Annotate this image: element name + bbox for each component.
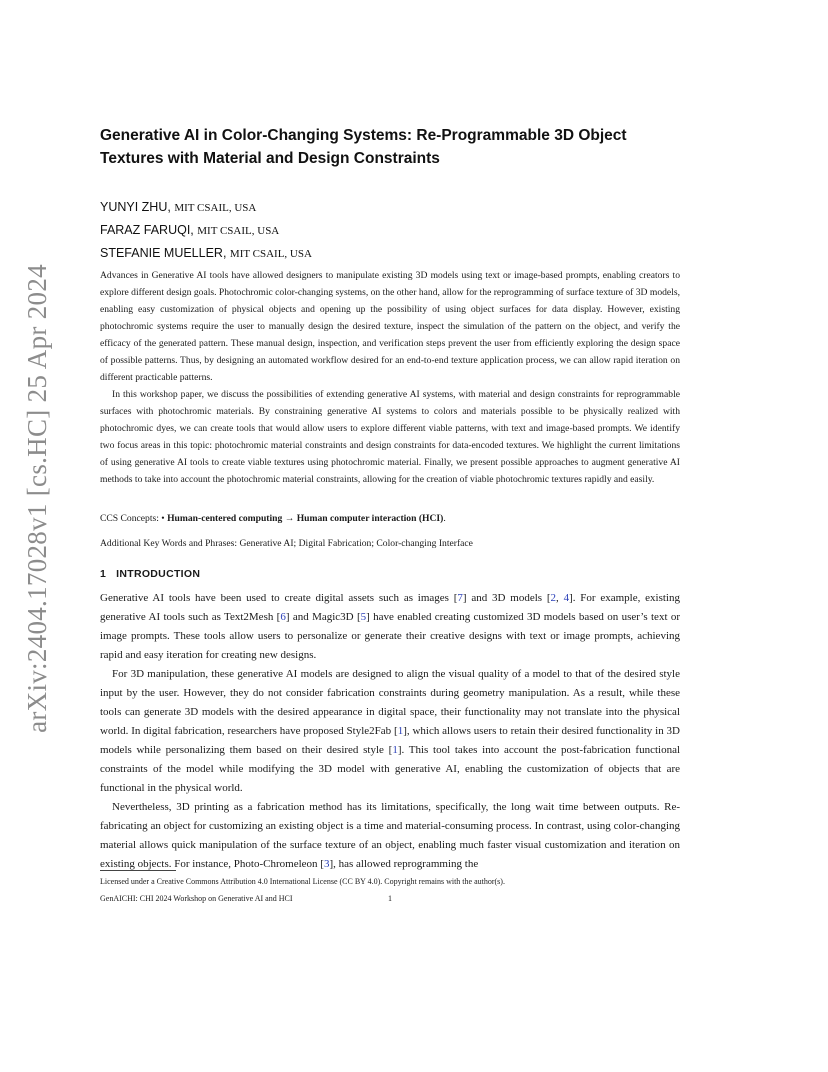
abstract-paragraph: In this workshop paper, we discuss the possibilities of extending generative AI systems, with material and design constraints for reprogrammable surfaces with photochromic materials. By constraining generative AI systems to colors and materials possible to be physically realized with photochromic dyes, we can create tools that would allow users to explore different viable patterns, with text and image-based prompts. We identify two focus areas in this topic: photochromic material constraints and design constraints for data-encoded textures. We highlight the current limitations of using generative AI tools to create viable textures using photochromic material. Finally, we present possible approaches to augment generative AI methods to take into account the photochromic material constraints, allowing for the creation of viable photochromic textures rapidly and easily. [100,389,680,485]
arxiv-stamp-text: arXiv:2404.17028v1 [cs.HC] 25 Apr 2024 [21,263,52,733]
text-run: ] and 3D models [ [462,592,551,604]
text-run: ]. For example, existing generative AI tools such as Text2Mesh [ [100,592,680,623]
abstract-paragraph: Advances in Generative AI tools have allowed designers to manipulate existing 3D models using text or image-based prompts, enabling creators to explore different design goals. Photochromic color-changing systems, on the other hand, allow for the reprogramming of surface texture of 3D models, enabling easy customization of physical objects and opening up the possibility of using object surfaces for data display. However, existing photochromic systems require the user to manually design the desired texture, inspect the simulation of the pattern on the object, and verify the efficacy of the generated pattern. These manual design, inspection, and verification steps prevent the user from efficiently exploring the design space of possible patterns. Thus, by designing an automated workflow desired for an end-to-end texture application process, we can allow rapid iteration on different practicable patterns. [100,270,680,383]
author-affiliation: MIT CSAIL, USA [174,202,257,214]
body-paragraph [100,589,680,665]
citation-link[interactable]: 1 [397,725,404,737]
author-name: FARAZ FARUQI, [100,223,194,237]
citation-link[interactable]: 1 [392,744,398,756]
author-list [100,196,680,265]
section-title: INTRODUCTION [116,568,201,580]
introduction-body [100,589,680,874]
citation-link[interactable]: 4 [563,592,570,604]
keywords: Additional Key Words and Phrases: Generative AI; Digital Fabrication; Color-changing Interface [100,538,473,549]
ccs-concepts [100,512,680,526]
text-run: ]. This tool takes into account the post-fabrication functional constraints of the model while modifying the 3D model with generative AI, enabling the customization of objects that are functional in the physical world. [100,744,681,794]
ccs-subconcept: Human computer interaction (HCI) [296,513,444,524]
text-run: ], has allowed reprogramming the [329,858,479,870]
ccs-label: CCS Concepts: • [100,513,165,524]
body-paragraph [100,798,680,874]
section-number: 1 [100,568,107,580]
author-affiliation: MIT CSAIL, USA [197,225,280,237]
text-run: Generative AI tools have been used to create digital assets such as images [ [100,592,458,604]
citation-link[interactable]: 7 [457,592,463,604]
text-run: , [556,592,564,604]
venue: GenAICHI: CHI 2024 Workshop on Generative AI and HCI [100,894,293,903]
body-paragraph [100,665,680,798]
author-name: STEFANIE MUELLER, [100,246,227,260]
author-name: YUNYI ZHU, [100,200,171,214]
author [100,242,680,265]
citation-link[interactable]: 2 [550,592,557,604]
abstract [100,267,680,488]
arxiv-stamp [20,258,54,738]
text-run: Nevertheless, 3D printing as a fabrication method has its limitations, specifically, the long wait time between outputs. Re-fabricating an object for customizing an existing object is a time and material-consuming process. In contrast, using color-changing material allows quick manipulation of the surface texture of an object, enabling much faster visual customization and iteration on existing objects. For instance, Photo-Chromeleon [ [100,801,680,870]
page-number: 1 [388,894,392,903]
ccs-concept: Human-centered computing [167,513,283,524]
text-run: ] and Magic3D [ [285,611,361,623]
page-footer [100,892,680,905]
author [100,196,680,219]
citation-link[interactable]: 5 [360,611,367,623]
ccs-end: . [443,513,446,524]
author-affiliation: MIT CSAIL, USA [229,248,312,260]
text-run: For 3D manipulation, these generative AI models are designed to align the visual quality of a model to that of the desired style input by the user. However, they do not consider fabrication constraints during geometry manipulation. As a result, while these tools can generate 3D models with the desired appearance in digital space, their functionality may not translate into the physical world. In digital fabrication, researchers have proposed Style2Fab [ [100,668,680,737]
section-heading [100,568,680,580]
text-run: ], which allows users to retain their desired functionality in 3D models while personalizing them based on their desired style [ [100,725,680,756]
ccs-arrow: → [284,513,295,524]
author [100,219,680,242]
text-run: ] have enabled creating customized 3D models based on user’s text or image prompts. These tools allow users to personalize or generate their creative designs with text or image prompts, achieving rapid and easy iteration for creating new designs. [100,611,680,661]
citation-link[interactable]: 3 [323,858,330,870]
license-footnote: Licensed under a Creative Commons Attribution 4.0 International License (CC BY 4.0). Copyright remains with the author(s). [100,877,505,886]
citation-link[interactable]: 6 [280,611,286,623]
paper-title: Generative AI in Color-Changing Systems: Re-Programmable 3D Object Textures with Material and Design Constraints [100,127,627,167]
footnote-rule [100,870,176,871]
